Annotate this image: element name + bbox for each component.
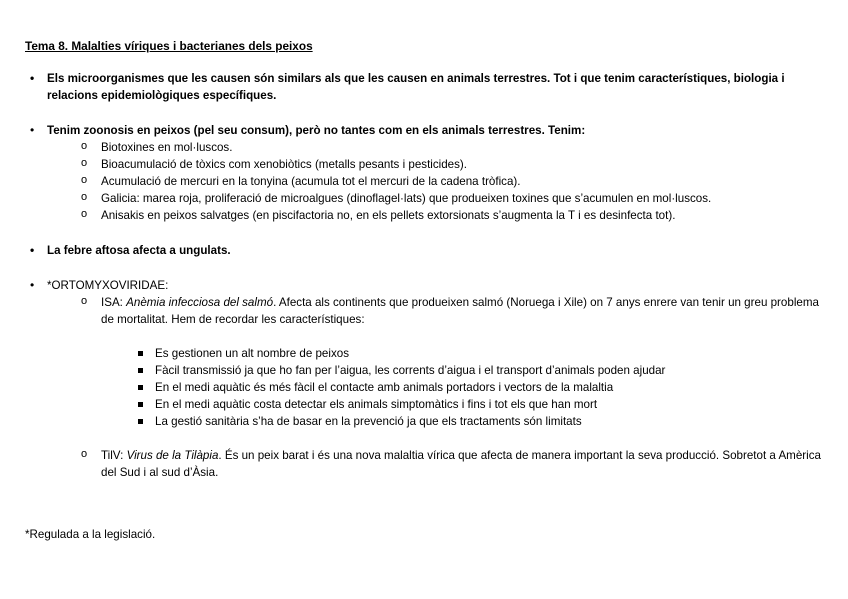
zoonosis-sublist — [47, 139, 833, 224]
tilv-name: Virus de la Tilàpia — [126, 449, 219, 462]
bullet-text: Tenim zoonosis en peixos (pel seu consum), però no tantes com en els animals terrestres. Tenim: — [47, 124, 586, 137]
document-page — [25, 38, 833, 499]
characteristic-item: En el medi aquàtic costa detectar els animals simptomàtics i fins i tot els que han mort — [137, 396, 833, 413]
isa-characteristics — [101, 345, 833, 430]
characteristic-item: La gestió sanitària s’ha de basar en la prevenció ja que els tractaments són limitats — [137, 413, 833, 430]
isa-prefix: ISA: — [101, 296, 127, 309]
main-list — [25, 70, 833, 481]
list-item-zoonosis — [25, 122, 833, 224]
sublist-item: o Galicia: marea roja, proliferació de microalgues (dinoflagel·lats) que produeixen toxines que s’acumulen en mol·luscos. — [81, 190, 833, 207]
list-item-aftosa — [25, 242, 833, 259]
characteristic-item: En el medi aquàtic és més fàcil el contacte amb animals portadors i vectors de la malaltia — [137, 379, 833, 396]
characteristic-item: Fàcil transmissió ja que ho fan per l’aigua, les corrents d’aigua i el transport d’animals poden ajudar — [137, 362, 833, 379]
list-item-microorganisms — [25, 70, 833, 104]
sublist-item-isa — [81, 294, 833, 430]
section-heading: *ORTOMYXOVIRIDAE: — [47, 279, 169, 292]
tilv-description: . És un peix barat i és una nova malaltia vírica que afecta de manera important la seva producció. Sobretot a Amèrica del Sud i al sud d’Àsia. — [101, 449, 821, 479]
bullet-text: Els microorganismes que les causen són similars als que les causen en animals terrestres. Tot i que tenim característiques, biologia i relacions epidemiològiques específiques. — [47, 72, 785, 102]
characteristic-item: Es gestionen un alt nombre de peixos — [137, 345, 833, 362]
isa-name: Anèmia infecciosa del salmó — [126, 296, 274, 309]
sublist-item: o Acumulació de mercuri en la tonyina (acumula tot el mercuri de la cadena tròfica). — [81, 173, 833, 190]
sublist-item-tilv — [81, 447, 833, 481]
tilv-prefix: TilV: — [101, 449, 127, 462]
virus-sublist — [47, 294, 833, 481]
sublist-item: o Anisakis en peixos salvatges (en piscifactoria no, en els pellets extorsionats s’augmenta la T i es desinfecta tot). — [81, 207, 833, 224]
list-item-ortomyxoviridae — [25, 277, 833, 481]
page-title: Tema 8. Malalties víriques i bacterianes dels peixos — [25, 39, 313, 53]
footnote: *Regulada a la legislació. — [25, 528, 156, 541]
sublist-item: o Biotoxines en mol·luscos. — [81, 139, 833, 156]
sublist-item: o Bioacumulació de tòxics com xenobiòtics (metalls pesants i pesticides). — [81, 156, 833, 173]
isa-description: . Afecta als continents que produeixen salmó (Noruega i Xile) on 7 anys enrere van tenir un greu problema de mortalitat. Hem de recordar les característiques: — [101, 296, 819, 326]
bullet-text: La febre aftosa afecta a ungulats. — [47, 244, 231, 257]
